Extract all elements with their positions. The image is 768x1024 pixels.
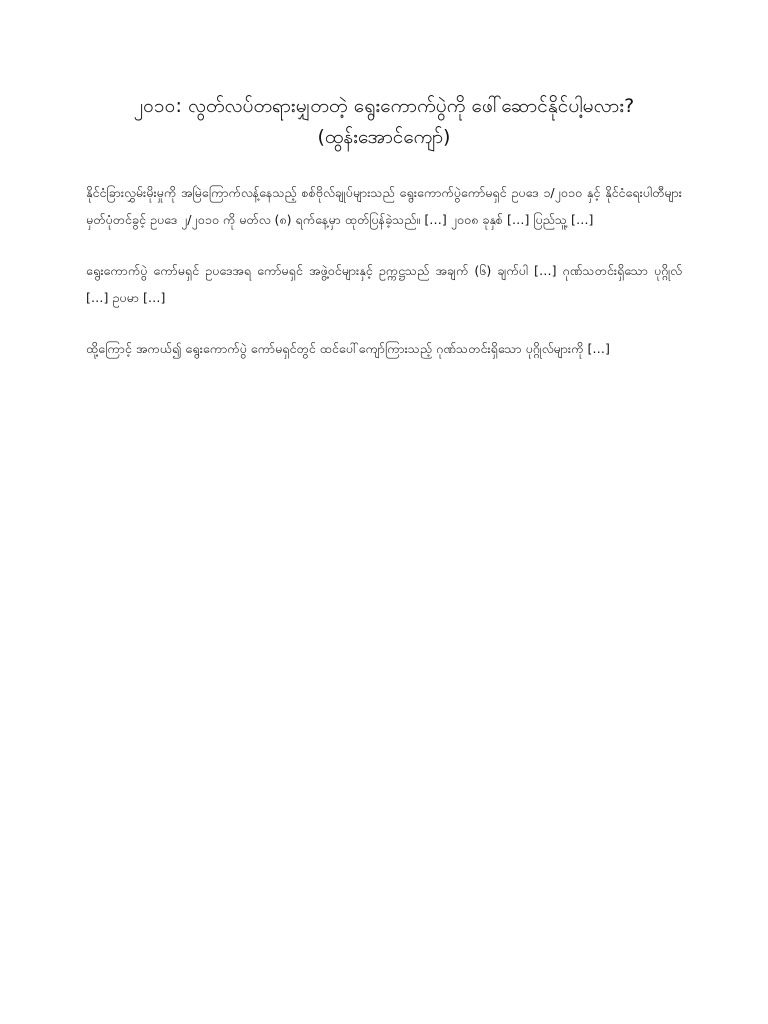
body-paragraph-1: နိုင်ငံခြားလွှမ်းမိုးမှုကို အမြဲကြောက်လန့်နေသည့် စစ်ဗိုလ်ချုပ်များသည် ရွေးကောက်ပွဲကော်မရှင် ဥပဒေ ၁/၂၀၁၀ နှင့် နိုင်ငံရေးပါတီများမှတ်ပုံတင်ခွင့် ဥပဒေ ၂/၂၀၁၀ ကို မတ်လ (၈) ရက်နေ့မှာ ထုတ်ပြန်ခဲ့သည်။ […] ၂၀၀၈ ခုနှစ် […] ပြည်သူ့ […]: [86, 184, 682, 227]
author-byline: (ထွန်းအောင်ကျော်): [317, 126, 451, 149]
body-paragraph-3: ထို့ကြောင့် အကယ်၍ ရွေးကောက်ပွဲ ကော်မရှင်တွင် ထင်ပေါ်ကျော်ကြားသည့် ဂုဏ်သတင်းရှိသော ပုဂ္ဂိုလ်များကို […]: [86, 340, 610, 356]
body-paragraph-2: ရွေးကောက်ပွဲ ကော်မရှင် ဥပဒေအရ ကော်မရှင် အဖွဲ့ဝင်များနှင့် ဥက္ကဋ္ဌသည် အချက် (၆) ချက်ပါ […] ဂုဏ်သတင်းရှိသော ပုဂ္ဂိုလ် […] ဥပမာ […]: [86, 262, 682, 305]
document-title: ၂၀၁၀: လွတ်လပ်တရားမျှတတဲ့ ရွေးကောက်ပွဲကို ဖေါ်ဆောင်နိုင်ပါ့မလား?: [133, 95, 635, 117]
